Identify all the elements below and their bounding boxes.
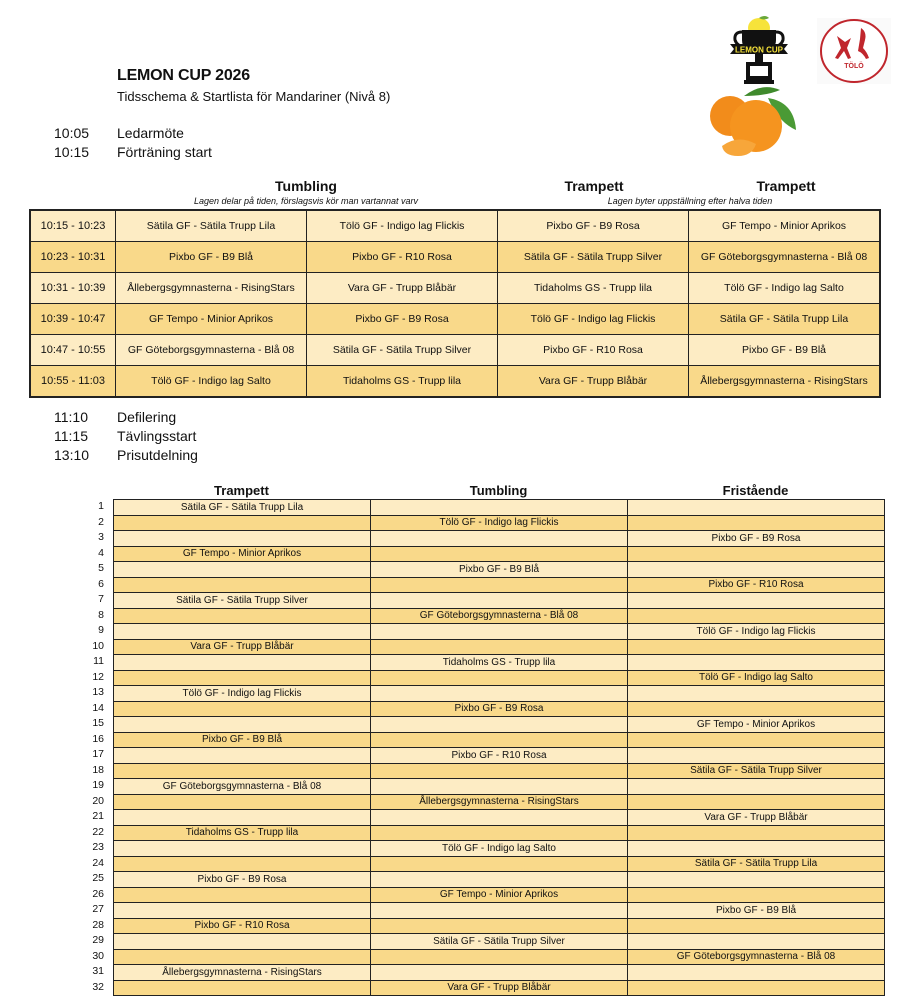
startlist-team-cell: Pixbo GF - R10 Rosa [628, 577, 885, 593]
startlist-team-cell: Tidaholms GS - Trupp lila [114, 825, 371, 841]
warmup-team-cell: Pixbo GF - R10 Rosa [498, 335, 689, 366]
warmup-row [30, 335, 880, 366]
warmup-team-cell: Sätila GF - Sätila Trupp Silver [498, 242, 689, 273]
startlist-team-cell [371, 500, 628, 516]
warmup-header-trampett-1: Trampett [564, 178, 624, 194]
startlist-row [114, 670, 885, 686]
startlist-row [114, 531, 885, 547]
startlist-row-number: 11 [93, 655, 104, 667]
startlist-team-cell [628, 546, 885, 562]
startlist-team-cell [628, 748, 885, 764]
startlist-row [114, 546, 885, 562]
startlist-team-cell [628, 701, 885, 717]
event-time: 10:15 [54, 144, 90, 160]
warmup-note-tumbling: Lagen delar på tiden, förslagsvis kör man vartannat varv [193, 196, 419, 206]
startlist-team-cell: Tidaholms GS - Trupp lila [371, 655, 628, 671]
startlist-team-cell: GF Göteborgsgymnasterna - Blå 08 [371, 608, 628, 624]
startlist-team-cell: Sätila GF - Sätila Trupp Silver [114, 593, 371, 609]
startlist-team-cell [628, 794, 885, 810]
startlist-team-cell [628, 593, 885, 609]
startlist-team-cell [114, 949, 371, 965]
startlist-team-cell [371, 872, 628, 888]
startlist-team-cell [628, 980, 885, 996]
startlist-team-cell: Pixbo GF - R10 Rosa [371, 748, 628, 764]
startlist-row-number: 31 [92, 965, 104, 977]
startlist-row [114, 763, 885, 779]
startlist-team-cell: GF Göteborgsgymnasterna - Blå 08 [628, 949, 885, 965]
startlist-team-cell [628, 686, 885, 702]
startlist-row-number: 8 [98, 608, 104, 621]
cup-text: LEMON CUP [735, 45, 783, 55]
svg-text:TÖLÖ: TÖLÖ [844, 63, 864, 70]
warmup-team-cell: Pixbo GF - R10 Rosa [307, 242, 498, 273]
warmup-team-cell: Tölö GF - Indigo lag Salto [116, 366, 307, 398]
startlist-row-number: 30 [92, 949, 104, 962]
startlist-row-number: 3 [98, 531, 104, 543]
startlist-row [114, 686, 885, 702]
startlist-row-number: 18 [92, 763, 104, 776]
startlist-team-cell [371, 732, 628, 748]
startlist-team-cell [114, 934, 371, 950]
startlist-row-number: 17 [92, 748, 104, 760]
warmup-row [30, 273, 880, 304]
startlist-row [114, 717, 885, 733]
lemon-cup-logo [728, 14, 790, 86]
startlist-team-cell: Sätila GF - Sätila Trupp Silver [371, 934, 628, 950]
startlist-row-number: 10 [92, 639, 104, 652]
startlist-team-cell [114, 515, 371, 531]
startlist-team-cell: Sätila GF - Sätila Trupp Silver [628, 763, 885, 779]
startlist-row-number: 14 [92, 701, 104, 714]
warmup-time-slot: 10:31 - 10:39 [30, 273, 116, 304]
startlist-row-number: 6 [98, 577, 104, 590]
startlist-row [114, 825, 885, 841]
startlist-team-cell [114, 717, 371, 733]
warmup-row [30, 366, 880, 398]
startlist-team-cell [114, 655, 371, 671]
startlist-row-number: 22 [92, 825, 104, 838]
startlist-team-cell: GF Tempo - Minior Aprikos [371, 887, 628, 903]
startlist-row-number: 32 [92, 980, 104, 993]
startlist-team-cell [114, 624, 371, 640]
startlist-team-cell [371, 949, 628, 965]
startlist-team-cell [371, 779, 628, 795]
startlist-team-cell [628, 732, 885, 748]
warmup-time-slot: 10:47 - 10:55 [30, 335, 116, 366]
startlist-team-cell [371, 918, 628, 934]
startlist-team-cell [371, 965, 628, 981]
warmup-note-trampett: Lagen byter uppställning efter halva tiden [607, 196, 773, 206]
startlist-team-cell: Sätila GF - Sätila Trupp Lila [114, 500, 371, 516]
event-label: Defilering [117, 409, 177, 425]
warmup-row [30, 210, 880, 242]
trophy-icon [728, 14, 790, 86]
startlist-team-cell: Tölö GF - Indigo lag Flickis [628, 624, 885, 640]
startlist-team-cell [114, 887, 371, 903]
event-time: 10:05 [54, 125, 90, 141]
startlist-row [114, 655, 885, 671]
startlist-team-cell [371, 810, 628, 826]
warmup-team-cell: Ållebergsgymnasterna - RisingStars [689, 366, 881, 398]
startlist-row-number: 19 [92, 779, 104, 791]
warmup-team-cell: Tölö GF - Indigo lag Flickis [498, 304, 689, 335]
warmup-team-cell: Ållebergsgymnasterna - RisingStars [116, 273, 307, 304]
startlist-team-cell: Tölö GF - Indigo lag Flickis [371, 515, 628, 531]
warmup-team-cell: Pixbo GF - B9 Blå [689, 335, 881, 366]
event-label: Förträning start [117, 144, 212, 160]
startlist-team-cell [371, 639, 628, 655]
startlist-team-cell [114, 531, 371, 547]
startlist-team-cell [371, 717, 628, 733]
startlist-row-number: 15 [92, 717, 104, 729]
startlist-row [114, 515, 885, 531]
startlist-team-cell: Pixbo GF - B9 Blå [628, 903, 885, 919]
startlist-team-cell [371, 825, 628, 841]
startlist-row [114, 577, 885, 593]
warmup-team-cell: Tidaholms GS - Trupp lila [307, 366, 498, 398]
startlist-team-cell [371, 577, 628, 593]
startlist-row-number: 20 [92, 794, 104, 807]
startlist-team-cell [114, 562, 371, 578]
startlist-team-cell [628, 500, 885, 516]
startlist-team-cell: Tölö GF - Indigo lag Salto [371, 841, 628, 857]
warmup-time-slot: 10:39 - 10:47 [30, 304, 116, 335]
startlist-row [114, 841, 885, 857]
startlist-team-cell: GF Tempo - Minior Aprikos [114, 546, 371, 562]
warmup-team-cell: Pixbo GF - B9 Blå [116, 242, 307, 273]
startlist-row-number: 5 [98, 562, 104, 574]
startlist-row-number: 29 [92, 934, 104, 946]
startlist-header-trampett: Trampett [214, 483, 269, 498]
event-time: 13:10 [54, 447, 90, 463]
startlist-team-cell [628, 934, 885, 950]
warmup-team-cell: Tölö GF - Indigo lag Flickis [307, 210, 498, 242]
warmup-team-cell: Vara GF - Trupp Blåbär [498, 366, 689, 398]
startlist-team-cell [371, 624, 628, 640]
startlist-team-cell [114, 810, 371, 826]
page-subtitle: Tidsschema & Startlista för Mandariner (Nivå 8) [117, 89, 391, 104]
startlist-team-cell [628, 608, 885, 624]
startlist-row [114, 903, 885, 919]
warmup-schedule-table [29, 209, 881, 398]
startlist-team-cell [114, 903, 371, 919]
startlist-team-cell [628, 825, 885, 841]
startlist-row [114, 639, 885, 655]
startlist-team-cell [371, 686, 628, 702]
startlist-team-cell [114, 841, 371, 857]
startlist-row [114, 872, 885, 888]
warmup-row [30, 242, 880, 273]
startlist-team-cell [628, 841, 885, 857]
startlist-row [114, 779, 885, 795]
startlist-team-cell: Tölö GF - Indigo lag Flickis [114, 686, 371, 702]
startlist-row-number: 26 [92, 887, 104, 900]
startlist-team-cell [114, 608, 371, 624]
startlist-row [114, 856, 885, 872]
startlist-team-cell: Sätila GF - Sätila Trupp Lila [628, 856, 885, 872]
startlist-row [114, 624, 885, 640]
warmup-time-slot: 10:15 - 10:23 [30, 210, 116, 242]
startlist-row [114, 934, 885, 950]
startlist-team-cell: Ållebergsgymnasterna - RisingStars [371, 794, 628, 810]
startlist-row-number: 28 [92, 918, 104, 931]
startlist-team-cell [114, 763, 371, 779]
startlist-team-cell [371, 546, 628, 562]
warmup-header-tumbling: Tumbling [275, 178, 337, 194]
startlist-row [114, 887, 885, 903]
startlist-team-cell [628, 779, 885, 795]
startlist-row [114, 949, 885, 965]
startlist-team-cell [628, 965, 885, 981]
startlist-team-cell [371, 670, 628, 686]
startlist-team-cell [628, 918, 885, 934]
startlist-row-number: 21 [92, 810, 104, 822]
startlist-row-number: 7 [98, 593, 104, 605]
startlist-team-cell: Pixbo GF - B9 Rosa [371, 701, 628, 717]
orange-fruit-icon [708, 84, 800, 162]
startlist-team-cell [628, 562, 885, 578]
warmup-team-cell: Pixbo GF - B9 Rosa [498, 210, 689, 242]
startlist-row-number: 24 [92, 856, 104, 869]
startlist-team-cell [371, 856, 628, 872]
startlist-team-cell [114, 856, 371, 872]
startlist-team-cell [371, 531, 628, 547]
warmup-team-cell: Sätila GF - Sätila Trupp Silver [307, 335, 498, 366]
event-label: Prisutdelning [117, 447, 198, 463]
startlist-team-cell [628, 887, 885, 903]
startlist-header-fristaende: Fristående [722, 483, 789, 498]
warmup-header-trampett-2: Trampett [756, 178, 816, 194]
startlist-team-cell [114, 577, 371, 593]
gymnast-emblem-icon [817, 18, 891, 84]
mandarin-image [708, 84, 800, 162]
startlist-team-cell [114, 980, 371, 996]
event-label: Ledarmöte [117, 125, 184, 141]
startlist-team-cell [371, 593, 628, 609]
startlist-row [114, 500, 885, 516]
startlist-row [114, 794, 885, 810]
warmup-team-cell: Tölö GF - Indigo lag Salto [689, 273, 881, 304]
startlist-row [114, 748, 885, 764]
startlist-team-cell [114, 748, 371, 764]
startlist-row [114, 918, 885, 934]
startlist-row [114, 608, 885, 624]
startlist-row-number: 23 [92, 841, 104, 853]
startlist-team-cell: Pixbo GF - B9 Blå [114, 732, 371, 748]
startlist-team-cell: Vara GF - Trupp Blåbär [114, 639, 371, 655]
tolo-club-logo [817, 18, 891, 84]
startlist-row [114, 562, 885, 578]
startlist-row [114, 965, 885, 981]
startlist-row-number: 2 [98, 515, 104, 528]
startlist-team-cell: Ållebergsgymnasterna - RisingStars [114, 965, 371, 981]
warmup-team-cell: GF Tempo - Minior Aprikos [689, 210, 881, 242]
startlist-row-number: 4 [98, 546, 104, 559]
warmup-team-cell: GF Tempo - Minior Aprikos [116, 304, 307, 335]
startlist-table [113, 499, 885, 996]
page-title: LEMON CUP 2026 [117, 67, 250, 84]
startlist-team-cell: GF Göteborgsgymnasterna - Blå 08 [114, 779, 371, 795]
warmup-team-cell: GF Göteborgsgymnasterna - Blå 08 [116, 335, 307, 366]
event-label: Tävlingsstart [117, 428, 197, 444]
startlist-team-cell [628, 655, 885, 671]
startlist-row-number: 25 [92, 872, 104, 884]
startlist-row [114, 732, 885, 748]
warmup-time-slot: 10:23 - 10:31 [30, 242, 116, 273]
startlist-team-cell [114, 670, 371, 686]
startlist-team-cell: Tölö GF - Indigo lag Salto [628, 670, 885, 686]
startlist-team-cell [114, 701, 371, 717]
event-time: 11:10 [54, 409, 88, 425]
startlist-team-cell [628, 639, 885, 655]
startlist-team-cell: Pixbo GF - B9 Rosa [114, 872, 371, 888]
startlist-team-cell: Vara GF - Trupp Blåbär [628, 810, 885, 826]
startlist-header-tumbling: Tumbling [469, 483, 528, 498]
startlist-team-cell: Vara GF - Trupp Blåbär [371, 980, 628, 996]
startlist-row-number: 16 [92, 732, 104, 745]
warmup-team-cell: Vara GF - Trupp Blåbär [307, 273, 498, 304]
startlist-row-number: 1 [98, 500, 104, 512]
startlist-row [114, 701, 885, 717]
warmup-team-cell: Pixbo GF - B9 Rosa [307, 304, 498, 335]
warmup-team-cell: Sätila GF - Sätila Trupp Lila [689, 304, 881, 335]
warmup-time-slot: 10:55 - 11:03 [30, 366, 116, 398]
startlist-team-cell: Pixbo GF - R10 Rosa [114, 918, 371, 934]
startlist-row-number: 13 [92, 686, 104, 698]
startlist-team-cell: Pixbo GF - B9 Blå [371, 562, 628, 578]
warmup-team-cell: Tidaholms GS - Trupp lila [498, 273, 689, 304]
startlist-team-cell [628, 872, 885, 888]
startlist-row-number: 12 [92, 670, 104, 683]
event-time: 11:15 [54, 428, 88, 444]
startlist-team-cell [371, 903, 628, 919]
startlist-team-cell: GF Tempo - Minior Aprikos [628, 717, 885, 733]
startlist-team-cell [628, 515, 885, 531]
startlist-row-number: 9 [98, 624, 104, 636]
startlist-row-numbers [80, 499, 104, 995]
startlist-team-cell: Pixbo GF - B9 Rosa [628, 531, 885, 547]
warmup-team-cell: GF Göteborgsgymnasterna - Blå 08 [689, 242, 881, 273]
startlist-team-cell [371, 763, 628, 779]
warmup-team-cell: Sätila GF - Sätila Trupp Lila [116, 210, 307, 242]
startlist-row [114, 980, 885, 996]
startlist-row-number: 27 [92, 903, 104, 915]
startlist-team-cell [114, 794, 371, 810]
startlist-row [114, 810, 885, 826]
warmup-row [30, 304, 880, 335]
startlist-row [114, 593, 885, 609]
